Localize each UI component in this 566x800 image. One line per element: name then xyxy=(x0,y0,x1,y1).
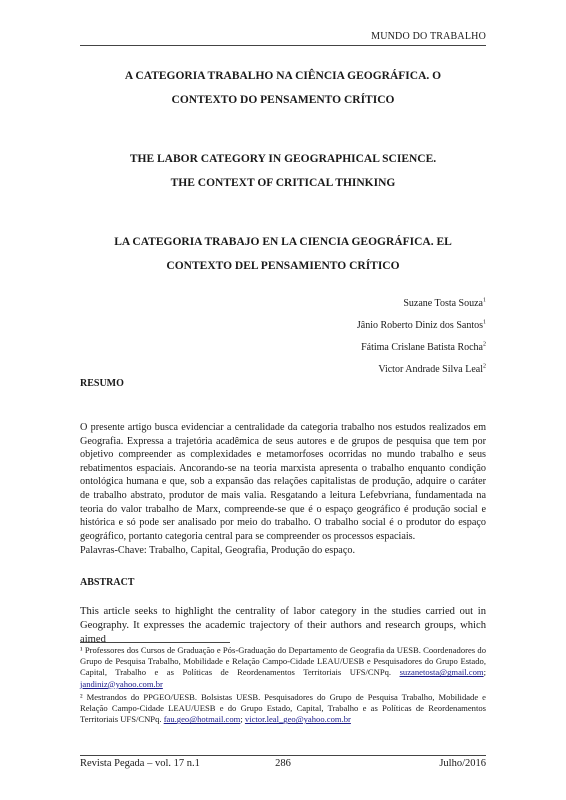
author-footnote-mark[interactable]: 2 xyxy=(483,341,486,348)
resumo-text: O presente artigo busca evidenciar a centralidade da categoria trabalho nos estudos realizados em Geografia. Expressa a trajetória acadêmica de seus autores e de grupos de pesquisa que tem por objetivo compreender as complexidades e metamorfoses ocorridas no mundo trabalho e seus rebatimentos espaciais. Ancorando-se na teoria marxista apresenta o trabalho enquanto condição ontológica humana e que, sob a expansão das relações capitalistas de produção, adquire o caráter de trabalho abstrato, produtor de mais valia. Resgatando a leitura Lefebvriana, fundamentada na teoria do valor trabalho de Marx, compreende-se que é o espaço geográfico é produção social e histórica e só pode ser analisado por meio do trabalho. O trabalho social é o produtor do espaço geográfico, portanto categoria central para se compreender os processos espaciais. xyxy=(80,422,486,542)
email-link[interactable]: jandiniz@yahoo.com.br xyxy=(80,678,163,689)
author-footnote-mark[interactable]: 2 xyxy=(483,363,486,370)
author-name: Fátima Crislane Batista Rocha xyxy=(361,342,483,353)
title-pt-line-2: CONTEXTO DO PENSAMENTO CRÍTICO xyxy=(171,94,395,106)
separator: ; xyxy=(240,714,243,725)
author-item xyxy=(357,293,486,315)
abstract-heading: ABSTRACT xyxy=(80,577,135,588)
author-item xyxy=(357,315,486,337)
email-link[interactable]: suzanetosta@gmail.com xyxy=(399,667,484,678)
email-link[interactable]: victor.leal_geo@yahoo.com.br xyxy=(244,714,351,725)
resumo-heading: RESUMO xyxy=(80,378,124,389)
footer-rule xyxy=(80,755,486,756)
footnote-rule xyxy=(80,642,230,643)
title-en-line-1: THE LABOR CATEGORY IN GEOGRAPHICAL SCIENCE. xyxy=(129,153,437,165)
journal-info: Revista Pegada – vol. 17 n.1 xyxy=(80,758,200,769)
title-pt-line-1: A CATEGORIA TRABALHO NA CIÊNCIA GEOGRÁFICA. O xyxy=(124,70,442,82)
running-head: MUNDO DO TRABALHO xyxy=(371,31,486,42)
header-rule xyxy=(80,45,486,46)
title-english xyxy=(80,147,486,195)
author-item xyxy=(357,337,486,359)
title-portuguese xyxy=(80,64,486,112)
title-es-line-2: CONTEXTO DEL PENSAMIENTO CRÍTICO xyxy=(166,260,400,272)
separator: ; xyxy=(483,667,486,678)
abstract-text: This article seeks to highlight the centrality of labor category in the studies carried out in Geography. It expresses the academic trajectory of their authors and research groups, which aimed xyxy=(80,606,486,645)
author-footnote-mark[interactable]: 1 xyxy=(483,319,486,326)
title-es-line-1: LA CATEGORIA TRABAJO EN LA CIENCIA GEOGRÁFICA. EL xyxy=(114,236,452,248)
author-item xyxy=(357,359,486,381)
footnote-1-text: ¹ Professores dos Cursos de Graduação e Pós-Graduação do Departamento de Geografia da UESB. Coordenadores do Grupo de Pesquisa Trabalho, Mobilidade e Relação Campo-Cidade LEAU/UESB e Pesquisadores do Grupo Estado, Capital, Trabalho e as Políticas de Reordenamentos Territoriais UFS/CNPq. xyxy=(80,645,486,678)
issue-date: Julho/2016 xyxy=(439,758,486,769)
author-name: Victor Andrade Silva Leal xyxy=(378,364,483,375)
footnote-2 xyxy=(80,692,486,726)
page-number: 286 xyxy=(275,758,291,769)
email-link[interactable]: fau.geo@hotmail.com xyxy=(163,714,241,725)
author-name: Suzane Tosta Souza xyxy=(403,298,483,309)
author-name: Jânio Roberto Diniz dos Santos xyxy=(356,320,483,331)
footnote-1 xyxy=(80,645,486,690)
author-list xyxy=(357,293,486,381)
author-footnote-mark[interactable]: 1 xyxy=(483,297,486,304)
title-spanish xyxy=(80,230,486,278)
title-en-line-2: THE CONTEXT OF CRITICAL THINKING xyxy=(170,177,396,189)
keywords: Palavras-Chave: Trabalho, Capital, Geografia, Produção do espaço. xyxy=(80,545,355,556)
footnote-2-text: ² Mestrandos do PPGEO/UESB. Bolsistas UESB. Pesquisadores do Grupo de Pesquisa Trabalho, Mobilidade e Relação Campo-Cidade LEAU/UESB e do Grupo Estado, Capital, Trabalho e as Políticas de Reordenamentos Territoriais UFS/CNPq. xyxy=(80,691,486,725)
footnotes xyxy=(80,645,486,727)
